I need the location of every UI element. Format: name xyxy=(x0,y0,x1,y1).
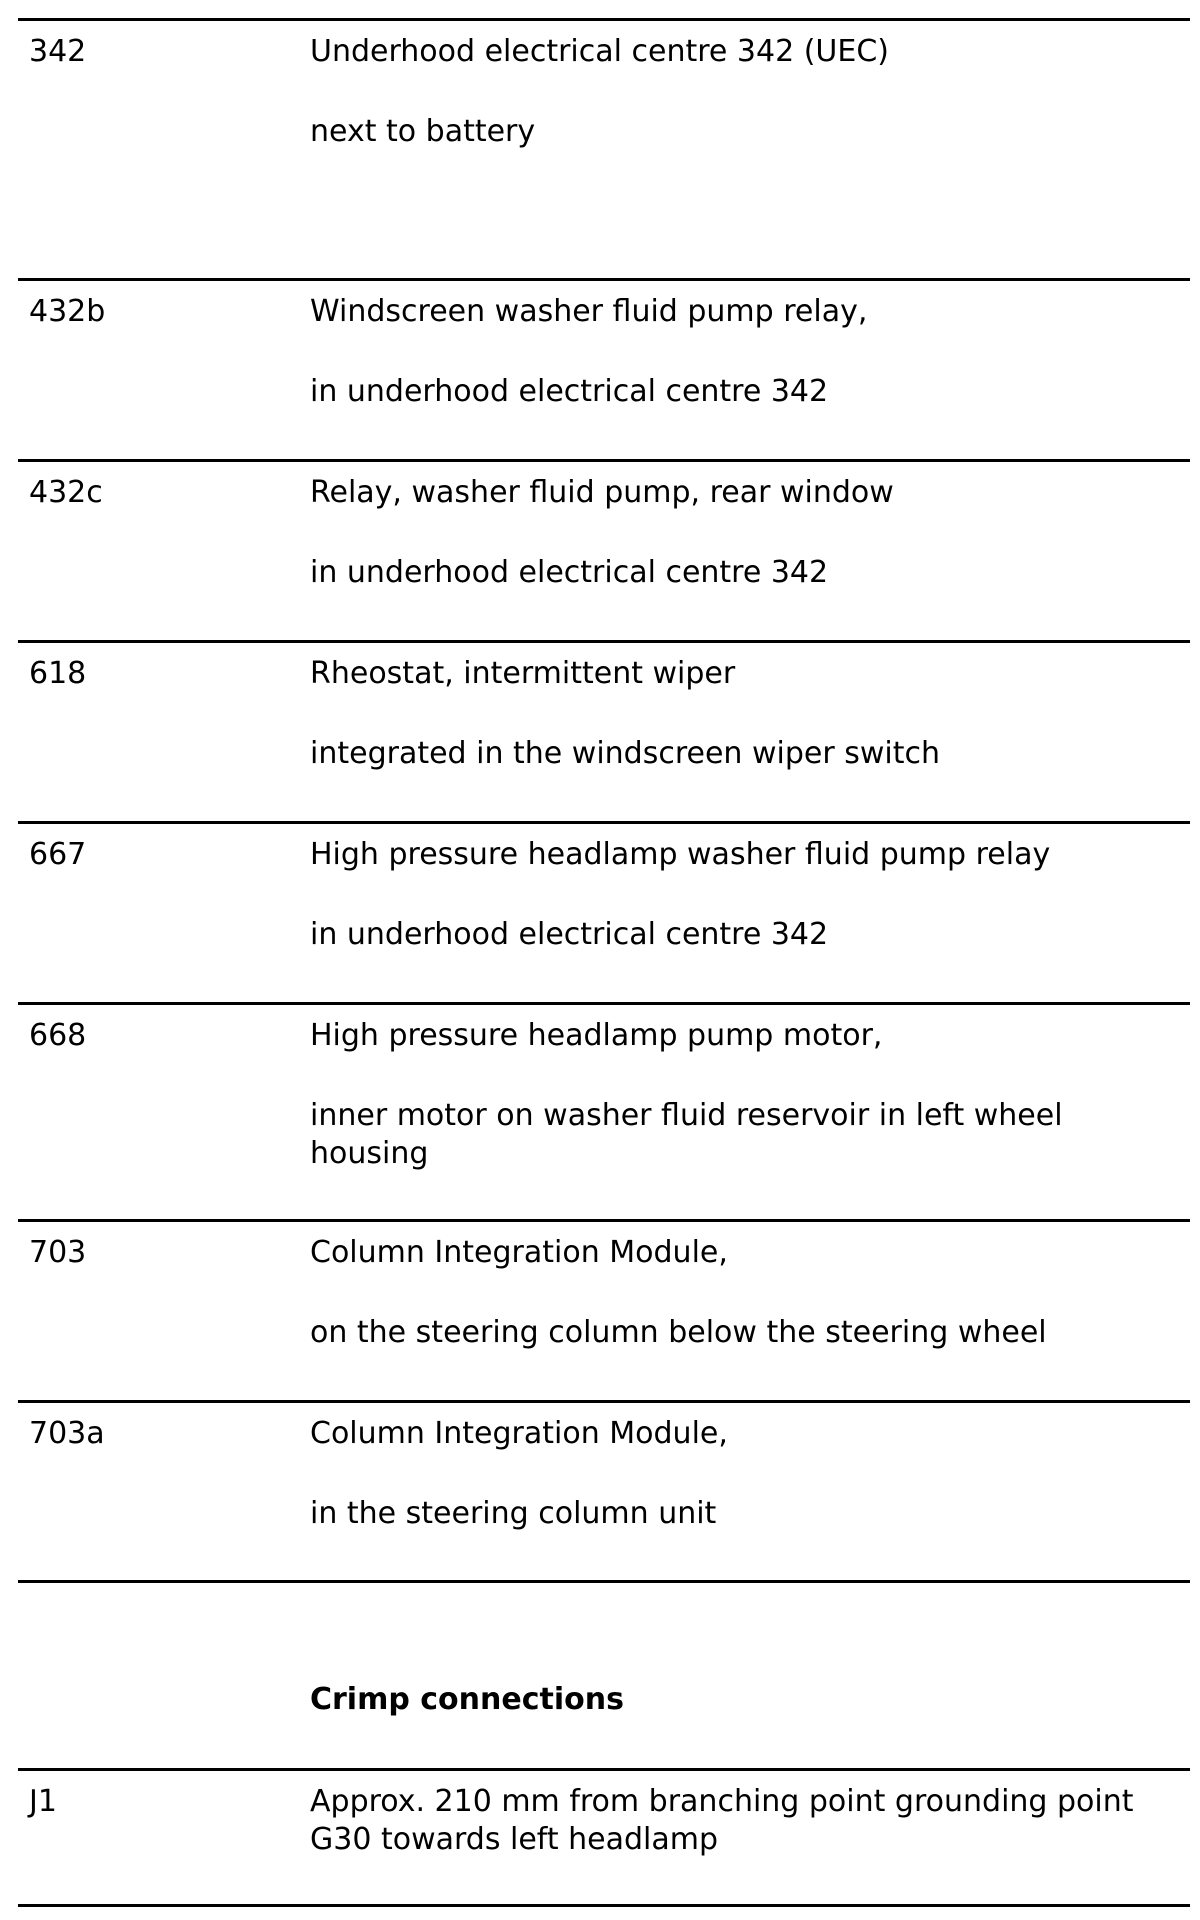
crimp-entry-J1 xyxy=(18,1768,1190,1908)
component-title: Rheostat, intermittent wiper xyxy=(310,656,736,691)
component-entry-703a xyxy=(18,1400,1190,1581)
component-location: on the steering column below the steering wheel xyxy=(310,1315,1047,1350)
component-entry-432b xyxy=(18,278,1190,459)
component-title: Column Integration Module, xyxy=(310,1235,728,1270)
component-code: 432b xyxy=(29,294,106,329)
table-bottom-rule xyxy=(18,1580,1190,1583)
component-entry-668 xyxy=(18,1002,1190,1219)
component-code: 432c xyxy=(29,475,103,510)
component-entry-618 xyxy=(18,640,1190,821)
component-code: 667 xyxy=(29,837,87,872)
component-location: in the steering column unit xyxy=(310,1496,717,1531)
crimp-connections-heading: Crimp connections xyxy=(310,1682,624,1717)
component-code: 342 xyxy=(29,34,87,69)
component-code: 703 xyxy=(29,1235,87,1270)
component-title: Windscreen washer fluid pump relay, xyxy=(310,294,868,329)
component-location: inner motor on washer fluid reservoir in left wheel housing xyxy=(310,1098,1063,1171)
component-location: in underhood electrical centre 342 xyxy=(310,917,829,952)
component-location: in underhood electrical centre 342 xyxy=(310,555,829,590)
component-entry-342 xyxy=(18,18,1190,280)
component-location: in underhood electrical centre 342 xyxy=(310,374,829,409)
component-title: Relay, washer fluid pump, rear window xyxy=(310,475,894,510)
component-code: 703a xyxy=(29,1416,105,1451)
component-entry-667 xyxy=(18,821,1190,1002)
component-title: Column Integration Module, xyxy=(310,1416,728,1451)
component-title: Underhood electrical centre 342 (UEC) xyxy=(310,34,889,69)
component-title: High pressure headlamp pump motor, xyxy=(310,1018,883,1053)
crimp-code: J1 xyxy=(29,1784,57,1819)
crimp-description: Approx. 210 mm from branching point grounding point G30 towards left headlamp xyxy=(310,1784,1134,1857)
component-location: integrated in the windscreen wiper switch xyxy=(310,736,940,771)
component-entry-703 xyxy=(18,1219,1190,1400)
component-title: High pressure headlamp washer fluid pump relay xyxy=(310,837,1051,872)
component-location: next to battery xyxy=(310,114,536,149)
component-entry-432c xyxy=(18,459,1190,640)
component-code: 668 xyxy=(29,1018,87,1053)
crimp-bottom-rule xyxy=(18,1904,1190,1907)
component-code: 618 xyxy=(29,656,87,691)
